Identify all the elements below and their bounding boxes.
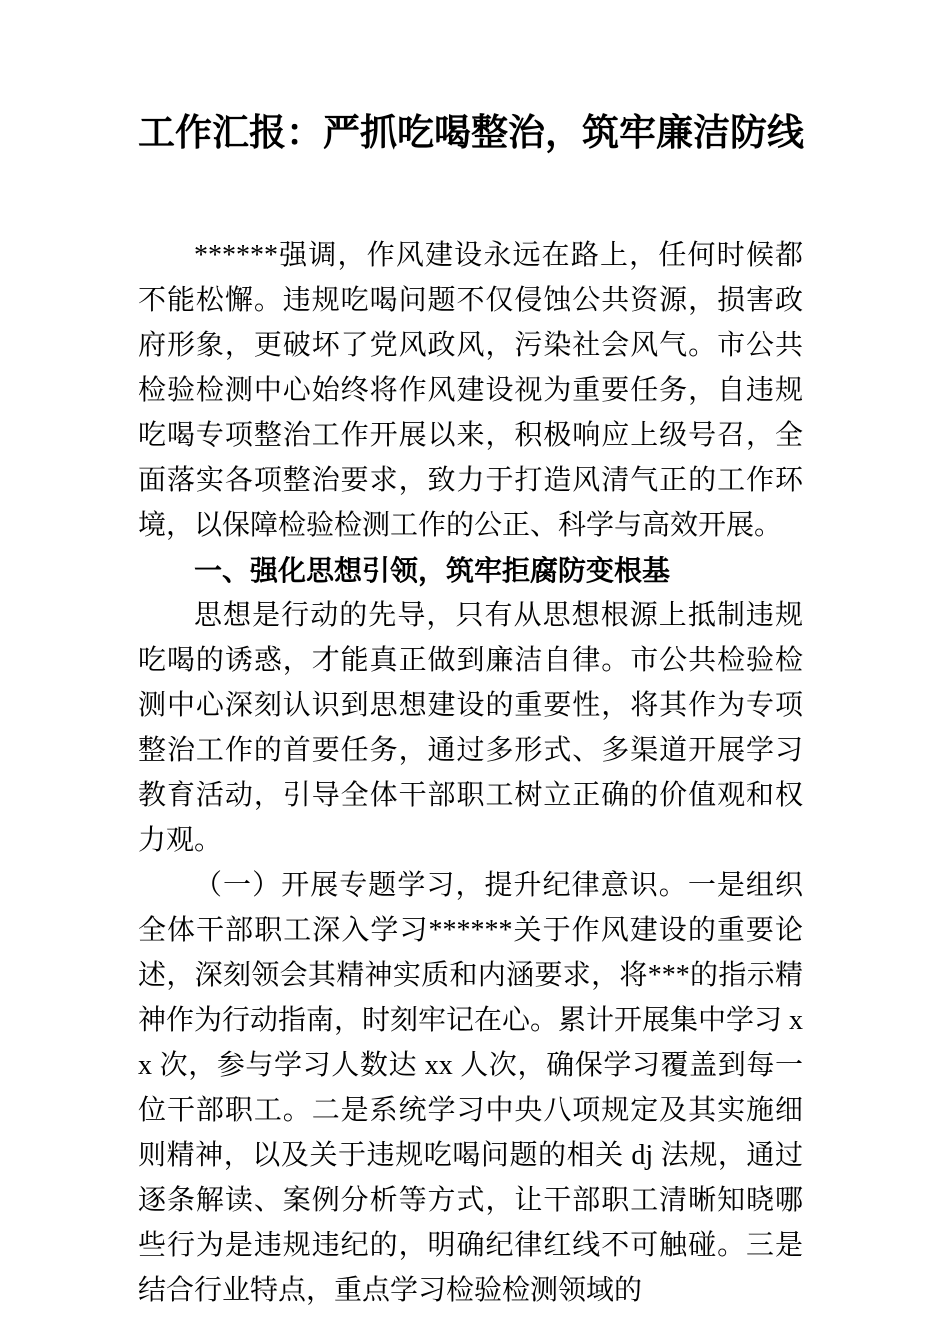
paragraph-intro: ******强调，作风建设永远在路上，任何时候都不能松懈。违规吃喝问题不仅侵蚀公共资源，损害政府形象，更破坏了党风政风，污染社会风气。市公共检验检测中心始终将作风建设视为重要任务，自违规吃喝专项整治工作开展以来，积极响应上级号召，全面落实各项整治要求，致力于打造风清气正的工作环境，以保障检验检测工作的公正、科学与高效开展。 [138, 240, 803, 541]
document-title: 工作汇报：严抓吃喝整治，筑牢廉洁防线 [138, 113, 804, 154]
section-1-paragraph-2: （一）开展专题学习，提升纪律意识。一是组织全体干部职工深入学习******关于作风建设的重要论述，深刻领会其精神实质和内涵要求，将***的指示精神作为行动指南，时刻牢记在心。累计开展集中学习 xx 次，参与学习人数达 xx 人次，确保学习覆盖到每一位干部职工。二是系统学习中央八项规定及其实施细则精神，以及关于违规吃喝问题的相关 dj 法规，通过逐条解读、案例分析等方式，让干部职工清晰知晓哪些行为是违规违纪的，明确纪律红线不可触碰。三是结合行业特点，重点学习检验检测领域的 [138, 870, 804, 1306]
section-1-paragraph-1: 思想是行动的先导，只有从思想根源上抵制违规吃喝的诱惑，才能真正做到廉洁自律。市公共检验检测中心深刻认识到思想建设的重要性，将其作为专项整治工作的首要任务，通过多形式、多渠道开展学习教育活动，引导全体干部职工树立正确的价值观和权力观。 [138, 600, 803, 856]
section-1-heading: 一、强化思想引领，筑牢拒腐防变根基 [194, 555, 671, 586]
